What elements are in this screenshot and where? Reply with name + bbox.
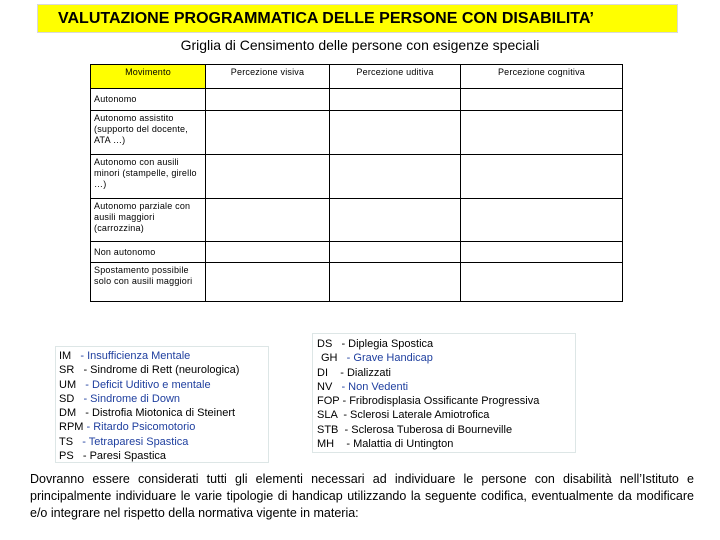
legend-item [59, 349, 265, 363]
table-row [91, 89, 623, 111]
legend-item [317, 437, 571, 451]
legend-code: FOP [317, 395, 340, 408]
legend-desc: - Dializzati [340, 366, 391, 379]
legend-desc: - Grave Handicap [346, 352, 433, 365]
grid-cell [461, 111, 623, 155]
legend-item [59, 406, 265, 420]
legend-item [317, 366, 571, 380]
row-label-spostamento: Spostamento possibile solo con ausili maggiori [91, 263, 206, 302]
grid-cell [461, 89, 623, 111]
legend-desc: - Non Vedenti [341, 380, 409, 393]
legend-desc: - Fribrodisplasia Ossificante Progressiva [342, 395, 540, 408]
grid-header-row [91, 65, 623, 89]
header-percezione-visiva: Percezione visiva [206, 65, 330, 89]
grid-cell [330, 89, 461, 111]
legend-desc: - Tetraparesi Spastica [82, 435, 189, 448]
grid-cell [330, 155, 461, 199]
legend-desc: - Distrofia Miotonica di Steinert [85, 407, 236, 420]
legend-item [317, 351, 571, 365]
legend-code: DS [317, 338, 333, 350]
title-banner [37, 4, 678, 33]
legend-left [55, 346, 269, 463]
legend-item [59, 378, 265, 392]
legend-right [312, 333, 576, 453]
page-title: VALUTAZIONE PROGRAMMATICA DELLE PERSONE CON DISABILITA’ [58, 10, 594, 27]
footer-paragraph: Dovranno essere considerati tutti gli elementi necessari ad individuare le persone con disabilità nell’Istituto e principalmente individuare le varie tipologie di handicap utilizzando la seguente codifica, eventualmente da modificare e/o integrare nel rispetto della normativa vigente in materia: [30, 472, 694, 520]
table-row [91, 263, 623, 302]
census-grid [90, 64, 623, 302]
legend-code: UM [59, 378, 77, 391]
grid-cell [461, 263, 623, 302]
grid-cell [206, 263, 330, 302]
legend-code: GH [321, 352, 338, 365]
table-row [91, 155, 623, 199]
legend-code: MH [317, 438, 335, 451]
page-subtitle: Griglia di Censimento delle persone con esigenze speciali [180, 37, 540, 53]
table-row [91, 111, 623, 155]
legend-code: TS [59, 435, 74, 448]
legend-desc: - Diplegia Spostica [341, 338, 434, 350]
row-label-ausili-minori: Autonomo con ausili minori (stampelle, girello …) [91, 155, 206, 199]
legend-item [317, 380, 571, 394]
grid-cell [206, 155, 330, 199]
grid-cell [206, 199, 330, 242]
legend-desc: - Sclerosi Laterale Amiotrofica [343, 409, 490, 422]
legend-code: RPM [59, 421, 84, 434]
legend-desc: - Deficit Uditivo e mentale [85, 378, 211, 391]
grid-cell [330, 199, 461, 242]
grid-cell [461, 155, 623, 199]
legend-desc: - Malattia di Untington [346, 438, 454, 451]
legend-item [59, 363, 265, 377]
legend-desc: - Sindrome di Rett (neurologica) [83, 364, 240, 377]
legend-code: SLA [317, 409, 338, 422]
grid-cell [330, 242, 461, 263]
legend-desc: - Insufficienza Mentale [80, 350, 191, 362]
grid-cell [330, 263, 461, 302]
legend-item [317, 423, 571, 437]
header-movimento: Movimento [91, 65, 206, 89]
grid-cell [206, 242, 330, 263]
row-label-autonomo-assistito: Autonomo assistito (supporto del docente, ATA …) [91, 111, 206, 155]
grid-cell [330, 111, 461, 155]
legend-code: STB [317, 423, 339, 436]
legend-desc: - Ritardo Psicomotorio [86, 421, 196, 434]
legend-item [59, 420, 265, 434]
grid-cell [461, 242, 623, 263]
legend-item [317, 337, 571, 351]
legend-code: NV [317, 380, 333, 393]
legend-desc: - Sindrome di Down [83, 392, 181, 405]
legend-code: IM [59, 350, 72, 362]
legend-item [59, 449, 265, 463]
legend-item [317, 408, 571, 422]
legend-item [59, 392, 265, 406]
legend-code: SD [59, 392, 75, 405]
legend-desc: - Paresi Spastica [82, 450, 167, 463]
grid-cell [206, 89, 330, 111]
row-label-autonomo: Autonomo [91, 89, 206, 111]
table-row [91, 199, 623, 242]
legend-item [317, 394, 571, 408]
legend-code: PS [59, 450, 74, 463]
legend-item [59, 435, 265, 449]
legend-code: SR [59, 364, 75, 377]
legend-code: DI [317, 366, 328, 379]
header-percezione-cognitiva: Percezione cognitiva [461, 65, 623, 89]
row-label-non-autonomo: Non autonomo [91, 242, 206, 263]
table-row [91, 242, 623, 263]
legend-desc: - Sclerosa Tuberosa di Bourneville [344, 423, 513, 436]
grid-cell [461, 199, 623, 242]
row-label-autonomo-parziale: Autonomo parziale con ausili maggiori (carrozzina) [91, 199, 206, 242]
grid-cell [206, 111, 330, 155]
legend-code: DM [59, 407, 77, 420]
header-percezione-uditiva: Percezione uditiva [330, 65, 461, 89]
